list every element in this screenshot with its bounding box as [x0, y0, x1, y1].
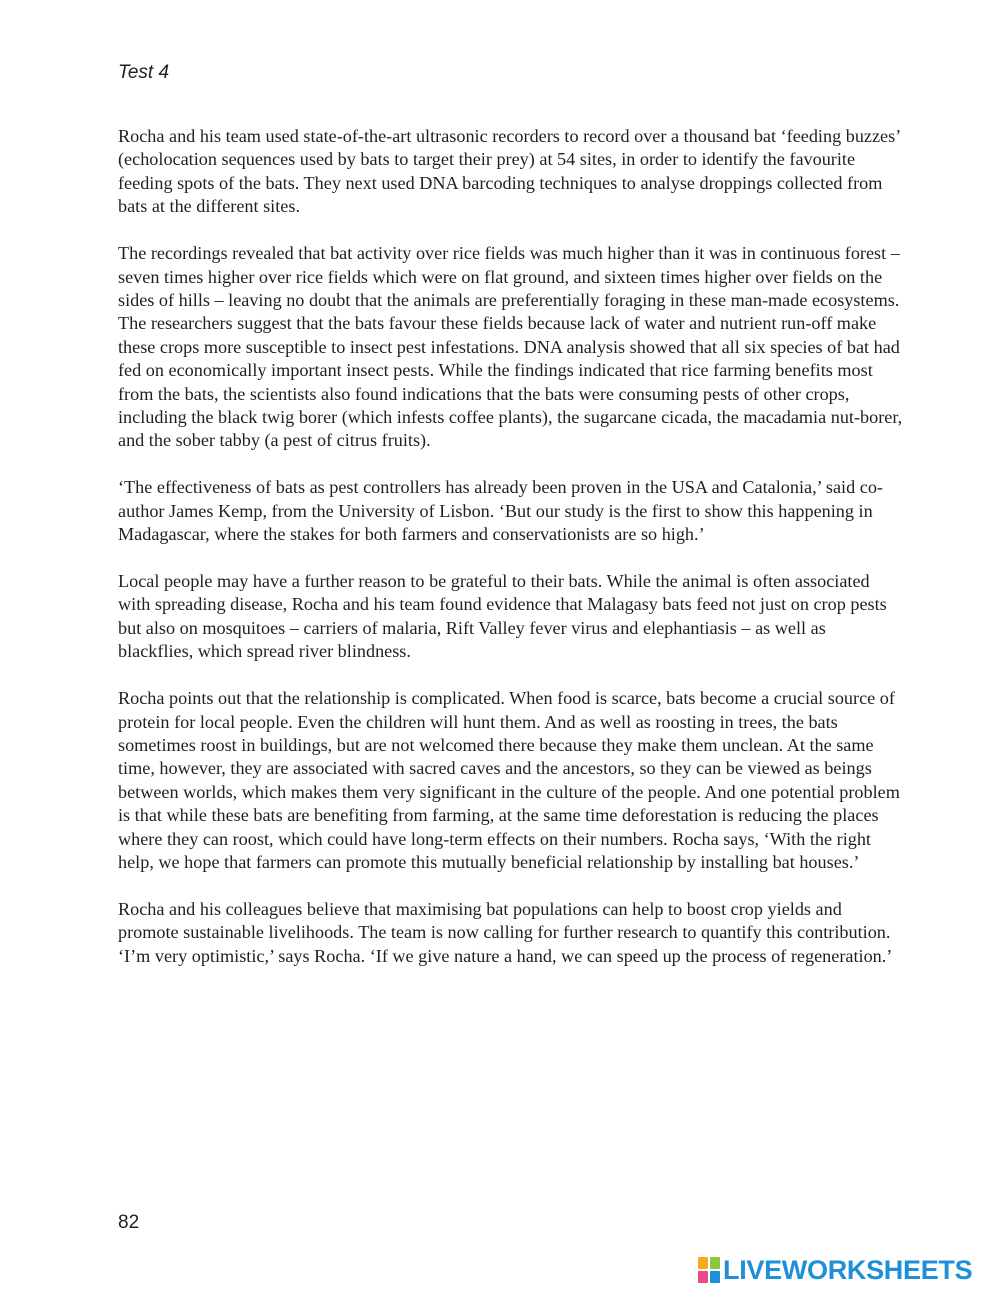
- paragraph-4: Local people may have a further reason to be grateful to their bats. While the animal is often associated with spreading disease, Rocha and his team found evidence that Malagasy bats feed not just on crop pests but also on mosquitoes – carriers of malaria, Rift Valley fever virus and elephantiasis – as well as blackflies, which spread river blindness.: [118, 571, 887, 662]
- page-number: 82: [118, 1212, 140, 1233]
- liveworksheets-logo-icon: [698, 1257, 720, 1283]
- liveworksheets-logo-text: LIVEWORKSHEETS: [723, 1255, 973, 1285]
- liveworksheets-logo[interactable]: [698, 1254, 972, 1286]
- logo-square-icon: [710, 1271, 720, 1283]
- logo-square-icon: [698, 1271, 708, 1283]
- paragraph-2: The recordings revealed that bat activity over rice fields was much higher than it was in continuous forest – seven times higher over rice fields which were on flat ground, and sixteen times higher over fields on the sides of hills – leaving no doubt that the animals are preferentially foraging in these man-made ecosystems. The researchers suggest that the bats favour these fields because lack of water and nutrient run-off make these crops more susceptible to insect pest infestations. DNA analysis showed that all six species of bat had fed on economically important insect pests. While the findings indicated that rice farming benefits most from the bats, the scientists also found indications that the bats were consuming pests of other crops, including the black twig borer (which infests coffee plants), the sugarcane cicada, the macadamia nut-borer, and the sober tabby (a pest of citrus fruits).: [118, 243, 903, 451]
- paragraph-5: Rocha points out that the relationship is complicated. When food is scarce, bats become a crucial source of protein for local people. Even the children will hunt them. And as well as roosting in trees, the bats sometimes roost in buildings, but are not welcomed there because they make them unclean. At the same time, however, they are associated with sacred caves and the ancestors, so they can be viewed as beings between worlds, which makes them very significant in the culture of the people. And one potential problem is that while these bats are benefiting from farming, at the same time deforestation is reducing the places where they can roost, which could have long-term effects on their numbers. Rocha says, ‘With the right help, we hope that farmers can promote this mutually beneficial relationship by installing bat houses.’: [118, 688, 900, 872]
- page-header-title: Test 4: [118, 62, 170, 83]
- paragraph-3: ‘The effectiveness of bats as pest controllers has already been proven in the USA and Catalonia,’ said co-author James Kemp, from the University of Lisbon. ‘But our study is the first to show this happening in Madagascar, where the stakes for both farmers and conservationists are so high.’: [118, 477, 883, 545]
- logo-square-icon: [698, 1257, 708, 1269]
- logo-square-icon: [710, 1257, 720, 1269]
- article-body: [118, 125, 903, 992]
- paragraph-1: Rocha and his team used state-of-the-art ultrasonic recorders to record over a thousand bat ‘feeding buzzes’ (echolocation sequences used by bats to target their prey) at 54 sites, in order to identify the favourite feeding spots of the bats. They next used DNA barcoding techniques to analyse droppings collected from bats at the different sites.: [118, 126, 900, 217]
- paragraph-6: Rocha and his colleagues believe that maximising bat populations can help to boost crop yields and promote sustainable livelihoods. The team is now calling for further research to quantify this contribution. ‘I’m very optimistic,’ says Rocha. ‘If we give nature a hand, we can speed up the process of regeneration.’: [118, 898, 893, 966]
